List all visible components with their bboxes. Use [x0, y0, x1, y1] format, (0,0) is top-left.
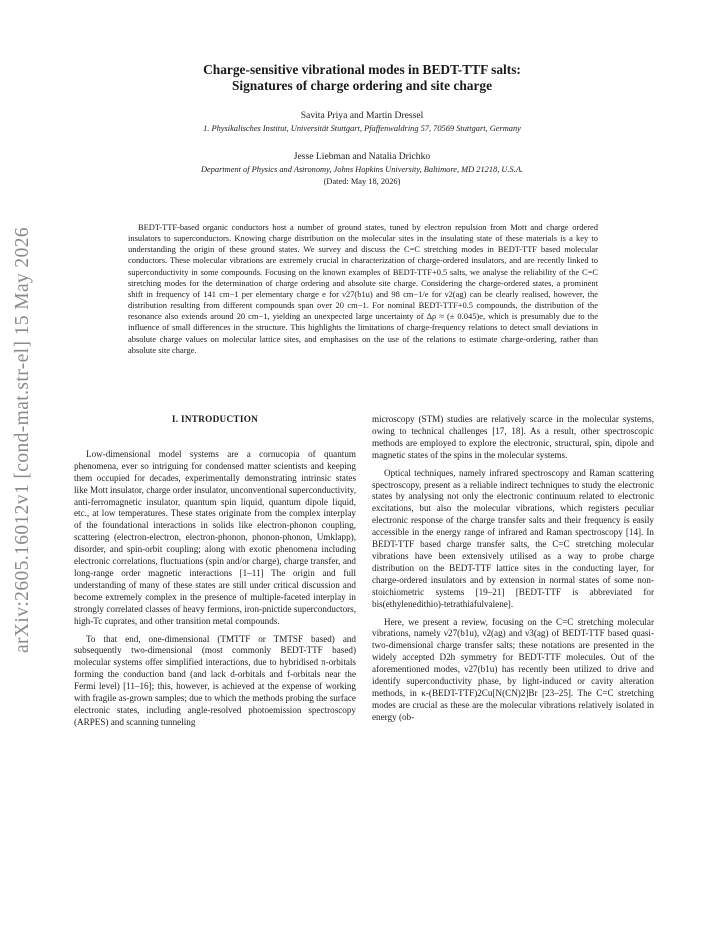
title-line-1: Charge-sensitive vibrational modes in BEDT-TTF salts:: [203, 62, 521, 77]
affiliation-2: Department of Physics and Astronomy, Johns Hopkins University, Baltimore, MD 21218, U.S.A.: [200, 165, 524, 174]
title-line-2: Signatures of charge ordering and site charge: [231, 78, 493, 93]
arxiv-identifier: arXiv:2605.16012v1 [cond-mat.str-el] 15 May 2026: [12, 226, 33, 654]
authors-group-2: Jesse Liebman and Natalia Drichko: [293, 151, 431, 162]
intro-paragraph-3: microscopy (STM) studies are relatively scarce in the molecular systems, owing to technical challenges [17, 18]. As a result, other spectroscopic methods are employed to explore the electronic, structural, spin, dipole and magnetic states of the spins in the molecular systems.: [372, 414, 654, 460]
intro-paragraph-2: To that end, one-dimensional (TMTTF or TMTSF based) and subsequently two-dimensional (most commonly BEDT-TTF based) molecular systems offer simplified interactions, due to hybridised π-orbitals forming the conduction band (and lack d-orbitals and f-orbitals near the Fermi level) [11–16]; this, however, is achieved at the expense of working with fragile as-grown samples; due to which the methods probing the surface electronic states, including angle-resolved photoemission spectroscopy (ARPES) and scanning tunneling: [74, 633, 356, 727]
affiliation-1: 1. Physikalisches Institut, Universität Stuttgart, Pfaffenwaldring 57, 70569 Stuttgart, Germany: [203, 124, 521, 133]
section-heading-introduction: I. INTRODUCTION: [171, 414, 259, 424]
arxiv-sidebar: [6, 205, 40, 675]
authors-group-1: Savita Priya and Martin Dressel: [300, 110, 424, 121]
right-column: [372, 414, 654, 730]
intro-paragraph-4: Optical techniques, namely infrared spectroscopy and Raman scattering spectroscopy, present as a reliable indirect techniques to study the electronic states by analysing not only the electronic continuum related to electronic excitations, but also the molecular vibrations, which registers peculiar electronic response of the charge transfer salts and their frequency is easily accessible in the energy range of infrared and Raman spectroscopy [14]. In BEDT-TTF based charge transfer salts, the C=C stretching molecular vibrations have been extensively utilised as a way to probe charge distribution on the BEDT-TTF lattice sites in the conducting layer, for charge-ordered insulators and by extension in normal states of some non-stoichiometric systems [19–21] [BEDT-TTF is abbreviated for bis(ethylenedithio)-tetrathiafulvalene].: [372, 467, 654, 609]
dated-line: (Dated: May 18, 2026): [323, 177, 401, 186]
abstract: BEDT-TTF-based organic conductors host a number of ground states, tuned by electron repulsion from Mott and charge ordered insulators to superconductors. Knowing charge distribution on the molecular sites in the insulating state of these materials is a key to understanding the origin of these ground states. We survey and discuss the C=C stretching modes in BEDT-TTF based molecular conductors. These molecular vibrations are extremely crucial in characterization of charge-ordered insulators, and are recently linked to superconductivity in some compounds. Focusing on the known examples of BEDT-TTF+0.5 salts, we analyse the reliability of the C=C stretching modes for the determination of charge ordering and absolute site charge. Considering the charge-ordered states, a prominent shift in frequency of 141 cm−1 per elementary charge e for ν27(b1u) and 98 cm−1/e for ν2(ag) can be clearly realised, however, the distribution resulting from different compounds span over 20 cm−1. For nominal BEDT-TTF+0.5 compounds, the distribution of the resonance also extends around 20 cm−1, yielding an unexpected large uncertainty of Δρ ≈ (± 0.045)e, which is presumably due to the influence of small differences in the structure. This highlights the limitations of charge-frequency relations to detect small deviations in absolute charge values on molecular lattice sites, and emphasises on the use of the relations to estimate charge-ordering, rather than absolute site charge.: [128, 222, 598, 355]
left-column: [74, 414, 356, 735]
paper-title: [100, 62, 624, 94]
intro-paragraph-1: Low-dimensional model systems are a cornucopia of quantum phenomena, ever so intriguing for condensed matter scientists and keeping them occupied for decades, experimentally demonstrating intrinsic states like Mott insulator, charge order insulator, unconventional superconductivity, anti-ferromagnetic insulator, quantum spin liquid, quantum dipole liquid, etc., at low temperatures. These states originate from the complex interplay of the foundational interactions in solids like electron-phonon coupling, scattering (electron-electron, electron-phonon, phonon-phonon, Umklapp), disorder, and spin-orbit coupling; along with exotic phenomena including electronic correlations, fluctuations (spin and/or charge), charge transfer, and long-range order magnetic interactions [1–11] The origin and full understanding of many of these states are still under critical discussion and become extremely complex in the presence of multiple-faceted interplay in strongly correlated classes of heavy fermions, iron-pnictide superconductors, high-Tc cuprates, and other transition metal compounds.: [74, 448, 356, 626]
intro-paragraph-5: Here, we present a review, focusing on the C=C stretching molecular vibrations, namely ν27(b1u), ν2(ag) and ν3(ag) of BEDT-TTF based quasi-two-dimensional charge transfer salts; these notations are presented in the widely accepted D2h symmetry for BEDT-TTF molecules. Out of the aforementioned modes, ν27(b1u) has recently been utilized to drive and identify superconductivity phase, by light-induced or cavity alteration methods, in κ-(BEDT-TTF)2Cu[N(CN)2]Br [23–25]. The C=C stretching modes are crucial as these are the molecular vibrations relatively isolated in energy (ob-: [372, 616, 654, 722]
